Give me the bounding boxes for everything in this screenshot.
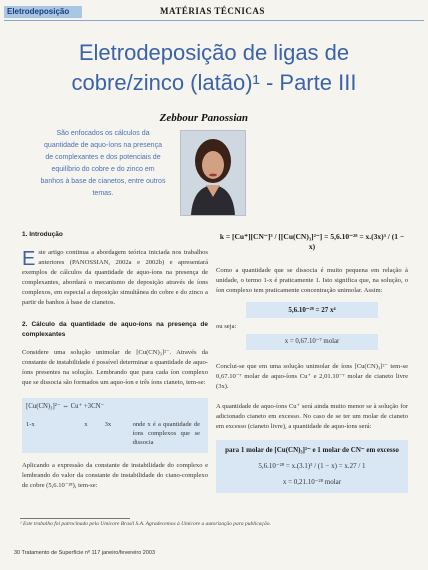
section-2-paragraph-1: Considere uma solução unimolar de [Cu(CN)₃]²⁻. Através da constante de instabilidade é possível determinar a quantidade de aquo-íons presentes na solução. Lembrando que para cada íon complexo que se dissocia são formados um aquo-íon e três íons cianeto, tem-se: — [22, 349, 208, 386]
right-paragraph-2: Conclui-se que em uma solução unimolar de íons [Cu(CN)₃]²⁻ tem-se 0,67.10⁻⁷ molar de aquo-íons Cu⁺ e 2,01.10⁻⁷ molar de cianeto livre (3x). — [216, 363, 408, 390]
cell-cyanide: 3x — [104, 421, 112, 428]
dissociation-table — [26, 420, 204, 447]
excess-box-title: para 1 molar de [Cu(CN)₃]²⁻ e 1 molar de CN⁻ em excesso — [225, 446, 399, 454]
right-paragraph-3: A quantidade de aquo-íons Cu⁺ será ainda muito menor se à solução for adicionado cianeto em excesso. No caso de se ter um molar de cianeto em excesso (cianeto livre), a quantidade de aquo-íons será: — [216, 403, 408, 430]
excess-box-equation-1: 5,6.10⁻²⁸ = x.(3.1)³ / (1 − x) = x.27 / 1 — [258, 462, 366, 470]
section-1-text: ste artigo continua a abordagem teórica iniciada nos trabalhos anteriores (PANOSSIAN, 2002a e 2002b) e apresentará exemplos de cálculos da quantidade de aquo-íons na presença de complexantes, abordará o mecanismo de deposição através de íons complexos, em especial a deposição simultânea do cobre e do zinco a partir de banhos à base de cianetos. — [22, 249, 208, 306]
lead-paragraph: São enfocados os cálculos da quantidade de aquo-íons na presença de complexantes e dos potenciais de equilíbrio do cobre e do zinco em banhos à base de cianetos, entre outros temas. — [40, 130, 166, 197]
title-line-1: Eletrodeposição de ligas de — [78, 40, 350, 65]
article-title — [20, 38, 408, 98]
section-2-paragraph-2: Aplicando a expressão da constante de instabilidade do complexo e lembrando do valor da constante de instabilidade do ciano-complexo de cobre (5,6.10⁻²⁸), tem-se: — [22, 462, 208, 489]
footnote: ¹ Este trabalho foi patrocinado pela Umicore Brasil S.A. Agradecemos à Umicore a autorização para publicação. — [20, 521, 271, 527]
left-column — [22, 230, 208, 491]
page-footer: 30 Tratamento de Superfície nº 117 janeiro/fevereiro 2003 — [14, 550, 156, 556]
section-2-heading: 2. Cálculo da quantidade de aquo-íons na presença de complexantes — [22, 321, 208, 338]
page-header — [0, 0, 428, 22]
title-line-2: cobre/zinco (latão)¹ - Parte III — [71, 70, 357, 95]
cell-complex: 1-x — [26, 421, 35, 428]
excess-box-equation-2: x = 0,21.10⁻²⁸ molar — [282, 478, 342, 486]
ou-seja-text: ou seja: — [216, 323, 237, 330]
drop-cap: E — [22, 248, 36, 270]
section-tag: Eletrodeposição — [4, 6, 82, 18]
right-column — [216, 230, 408, 493]
section-1-heading: 1. Introdução — [22, 231, 63, 238]
section-1-body — [22, 248, 208, 308]
section-title: MATÉRIAS TÉCNICAS — [160, 6, 265, 16]
excess-cyanide-box — [216, 440, 408, 493]
right-paragraph-1: Como a quantidade que se dissocia é muito pequena em relação à unidade, o termo 1-x é praticamente 1. Isto significa que, na solução, o íon complexo tem praticamente concentração unimolar. Assim: — [216, 267, 408, 294]
equation-1: 5,6.10⁻²⁸ = 27 x⁴ — [246, 302, 378, 318]
dissociation-reaction: [Cu(CN)₃]²⁻ ⇔ Cu⁺ +3CN⁻ — [26, 403, 105, 410]
header-divider — [4, 20, 424, 21]
cell-aquo-ion: x — [84, 421, 88, 428]
cell-note: onde x é a quantidade de íons complexos que se dissocia — [132, 421, 200, 446]
footnote-divider — [20, 518, 130, 519]
instability-constant-equation: k = [Cu⁺][CN⁻]³ / [[Cu(CN)₃]²⁻] = 5,6.10⁻²⁸ = x.(3x)³ / (1 − x) — [219, 232, 405, 251]
author-name: Zebbour Panossian — [159, 112, 248, 124]
equation-2: x = 0,67.10⁻⁷ molar — [246, 334, 378, 350]
author-photo — [180, 130, 246, 216]
dissociation-box — [22, 398, 208, 453]
